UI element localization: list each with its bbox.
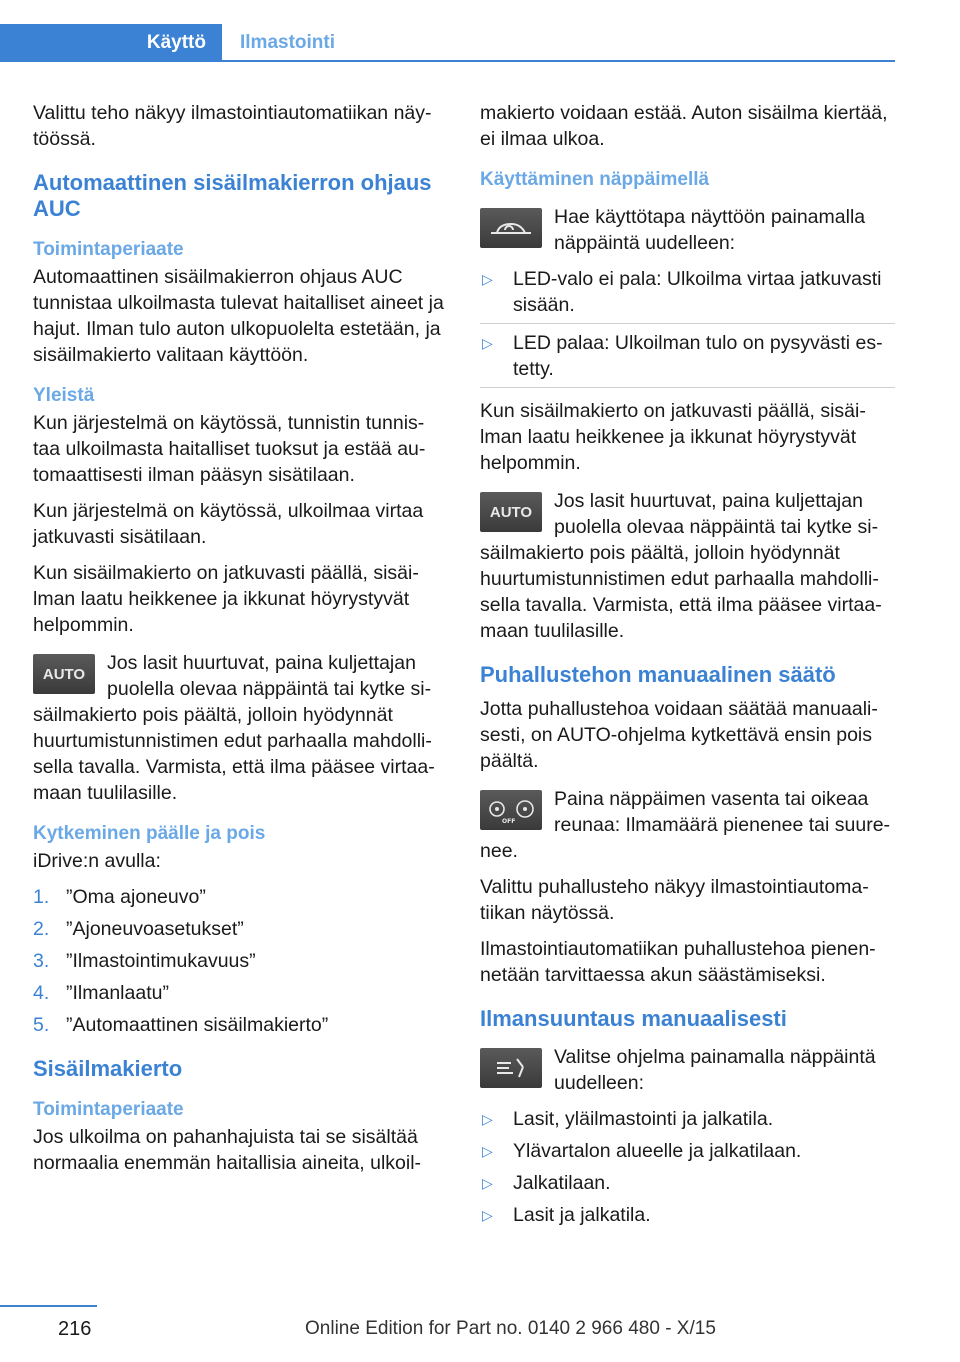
step-text: ”Ilmanlaatu”: [66, 982, 169, 1004]
header-rule: [222, 60, 895, 62]
paragraph: Paina näppäimen vasenta tai oikeaa reunaa: Ilmamäärä pienenee tai suure-nee.: [480, 788, 891, 862]
right-column: [480, 100, 895, 1238]
triangle-bullet-icon: ▷: [482, 335, 493, 351]
paragraph: Valitse ohjelma painamalla näppäintä uudelleen:: [554, 1046, 876, 1094]
fan-button-icon: [480, 790, 542, 830]
heading-yleista: Yleistä: [33, 385, 95, 406]
footer-rule: [0, 1305, 97, 1307]
list-item: [480, 1170, 895, 1196]
step-text: ”Automaattinen sisäilmakierto”: [66, 1014, 329, 1036]
recirc-note: [480, 204, 895, 256]
list-item: [480, 330, 895, 388]
step-number: 4.: [33, 982, 50, 1004]
paragraph: makierto voidaan estää. Auton sisäilma kiertää, ei ilmaa ulkoa.: [480, 102, 888, 150]
air-distribution-button-icon: [480, 1048, 542, 1088]
fan-note: [480, 786, 895, 864]
list-item: [33, 916, 448, 942]
left-column: [33, 100, 448, 1186]
recirculation-button-icon: [480, 208, 542, 248]
list-item: [480, 1106, 895, 1132]
list-item-text: LED palaa: Ulkoilman tulo on pysyvästi es-tetty.: [513, 332, 883, 380]
heading-toimintaperiaate-2: Toimintaperiaate: [33, 1099, 184, 1120]
list-item: [33, 1012, 448, 1038]
step-text: ”Ilmastointimukavuus”: [66, 950, 256, 972]
paragraph: Jos ulkoilma on pahanhajuista tai se sisältää normaalia enemmän haitallisia aineita, ulkoil-: [33, 1126, 422, 1174]
page-number: 216: [58, 1318, 92, 1340]
triangle-bullet-icon: ▷: [482, 271, 493, 287]
paragraph: Jos lasit huurtuvat, paina kuljettajan puolella olevaa näppäintä tai kytke si-säilmakierto pois päältä, jolloin hyödynnät huurtumistunnistimen edut parhaalla mahdolli-sella tavalla. Varmista, että ilma pääsee virtaa-maan tuulilasille.: [480, 490, 882, 642]
led-list: [480, 266, 895, 388]
auto-note-right: [480, 488, 895, 644]
triangle-bullet-icon: ▷: [482, 1175, 493, 1191]
paragraph: iDrive:n avulla:: [33, 850, 161, 872]
list-item-text: Lasit, yläilmastointi ja jalkatila.: [513, 1108, 774, 1130]
airflow-note: [480, 1044, 895, 1096]
paragraph: Jos lasit huurtuvat, paina kuljettajan puolella olevaa näppäintä tai kytke si-säilmakierto pois päältä, jolloin hyödynnät huurtumistunnistimen edut parhaalla mahdolli-sella tavalla. Varmista, että ilma pääsee virtaa-maan tuulilasille.: [33, 652, 435, 804]
step-number: 3.: [33, 950, 50, 972]
list-item: [480, 266, 895, 324]
heading-toimintaperiaate: Toimintaperiaate: [33, 239, 184, 260]
fan-off-label: OFF: [502, 818, 516, 825]
step-number: 5.: [33, 1014, 50, 1036]
paragraph: Jotta puhallustehoa voidaan säätää manuaali-sesti, on AUTO-ohjelma kytkettävä ensin pois päältä.: [480, 698, 878, 772]
list-item: [33, 948, 448, 974]
paragraph: Valittu teho näkyy ilmastointiautomatiikan näy-töössä.: [33, 102, 432, 150]
list-item-text: LED-valo ei pala: Ulkoilma virtaa jatkuvasti sisään.: [513, 268, 882, 316]
heading-puhallus: Puhallustehon manuaalinen säätö: [480, 662, 836, 687]
paragraph: Hae käyttötapa näyttöön painamalla näppäintä uudelleen:: [554, 206, 866, 254]
paragraph: Kun järjestelmä on käytössä, tunnistin tunnis-taa ulkoilmasta haitalliset tuoksut ja estää au-tomaattisesti ilman pääsyn sisätilaan.: [33, 412, 426, 486]
heading-ilmansuuntaus: Ilmansuuntaus manuaalisesti: [480, 1006, 787, 1031]
heading-kytkeminen: Kytkeminen päälle ja pois: [33, 823, 266, 844]
list-item: [480, 1202, 895, 1228]
triangle-bullet-icon: ▷: [482, 1207, 493, 1223]
step-text: ”Ajoneuvoasetukset”: [66, 918, 244, 940]
list-item-text: Lasit ja jalkatila.: [513, 1204, 651, 1226]
list-item: [33, 884, 448, 910]
list-item: [480, 1138, 895, 1164]
paragraph: Ilmastointiautomatiikan puhallustehoa pienen-netään tarvittaessa akun säästämiseksi.: [480, 938, 876, 986]
paragraph: Kun sisäilmakierto on jatkuvasti päällä, sisäi-lman laatu heikkenee ja ikkunat höyrystyvät helpommin.: [33, 562, 419, 636]
step-number: 2.: [33, 918, 50, 940]
heading-auc: Automaattinen sisäilmakierron ohjaus AUC: [33, 170, 432, 221]
header-tabs: [0, 24, 895, 62]
auto-note: [33, 650, 448, 806]
list-item-text: Jalkatilaan.: [513, 1172, 611, 1194]
step-text: ”Oma ajoneuvo”: [66, 886, 206, 908]
edition-text: Online Edition for Part no. 0140 2 966 480 - X/15: [305, 1318, 716, 1339]
step-number: 1.: [33, 886, 50, 908]
tab-kaytto[interactable]: Käyttö: [0, 24, 222, 62]
auto-button-icon: AUTO: [33, 654, 95, 694]
idrive-steps: [33, 884, 448, 1038]
heading-nappaimella: Käyttäminen näppäimellä: [480, 169, 710, 190]
paragraph: Kun sisäilmakierto on jatkuvasti päällä, sisäi-lman laatu heikkenee ja ikkunat höyrystyvät helpommin.: [480, 400, 866, 474]
triangle-bullet-icon: ▷: [482, 1111, 493, 1127]
tab-ilmastointi[interactable]: Ilmastointi: [240, 32, 336, 53]
paragraph: Kun järjestelmä on käytössä, ulkoilmaa virtaa jatkuvasti sisätilaan.: [33, 500, 424, 548]
airflow-modes: [480, 1106, 895, 1228]
triangle-bullet-icon: ▷: [482, 1143, 493, 1159]
auto-button-icon: AUTO: [480, 492, 542, 532]
paragraph: Automaattinen sisäilmakierron ohjaus AUC tunnistaa ulkoilmasta tulevat haitalliset aineet ja hajut. Ilman tulo auton ulkopuolelta estetään, ja sisäilmakierto valitaan käyttöön.: [33, 266, 444, 366]
paragraph: Valittu puhallusteho näkyy ilmastointiautoma-tiikan näytössä.: [480, 876, 869, 924]
list-item: [33, 980, 448, 1006]
list-item-text: Ylävartalon alueelle ja jalkatilaan.: [513, 1140, 802, 1162]
heading-sisailmakierto: Sisäilmakierto: [33, 1056, 183, 1081]
